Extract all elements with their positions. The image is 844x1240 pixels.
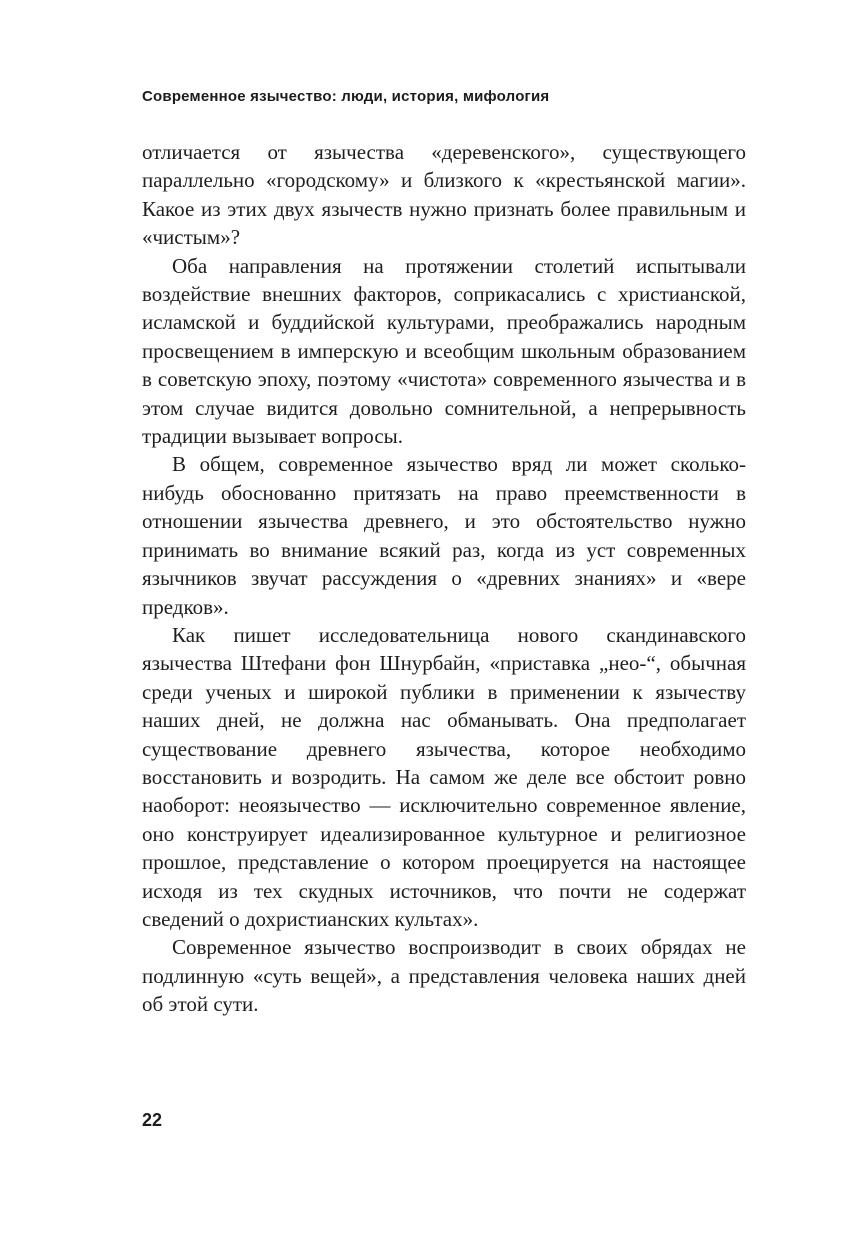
paragraph: Современное язычество воспроизводит в своих обрядах не подлинную «суть вещей», а представления человека наших дней об этой сути. [142, 935, 746, 1017]
body-text [142, 138, 746, 1019]
paragraph: Оба направления на протяжении столетий испытывали воздействие внешних факторов, соприкасались с христианской, исламской и буддийской культурами, преображались народным просвещением в имперскую и всеобщим школьным образованием в советскую эпоху, поэтому «чистота» современного язычества и в этом случае видится довольно сомнительной, а непрерывность традиции вызывает вопросы. [142, 253, 746, 449]
running-header: Современное язычество: люди, история, мифология [142, 88, 550, 105]
paragraph: Как пишет исследовательница нового скандинавского язычества Штефани фон Шнурбайн, «приставка „нео-“, обычная среди ученых и широкой публики в применении к язычеству наших дней, не должна нас обманывать. Она предполагает существование древнего язычества, которое необходимо восстановить и возродить. На самом же деле все обстоит ровно наоборот: неоязычество — исключительно современное явление, оно конструирует идеализированное культурное и религиозное прошлое, представление о котором проецируется на настоящее исходя из тех скудных источников, что почти не содержат сведений о дохристианских культах». [142, 622, 746, 931]
page-number: 22 [142, 1110, 163, 1130]
paragraph: отличается от язычества «деревенского», существующего параллельно «городскому» и близкого к «крестьянской магии». Какое из этих двух язычеств нужно признать более правильным и «чистым»? [142, 140, 746, 250]
paragraph: В общем, современное язычество вряд ли может сколько-нибудь обоснованно притязать на право преемственности в отношении язычества древнего, и это обстоятельство нужно принимать во внимание всякий раз, когда из уст современных язычников звучат рассуждения о «древних знаниях» и «вере предков». [142, 452, 746, 619]
